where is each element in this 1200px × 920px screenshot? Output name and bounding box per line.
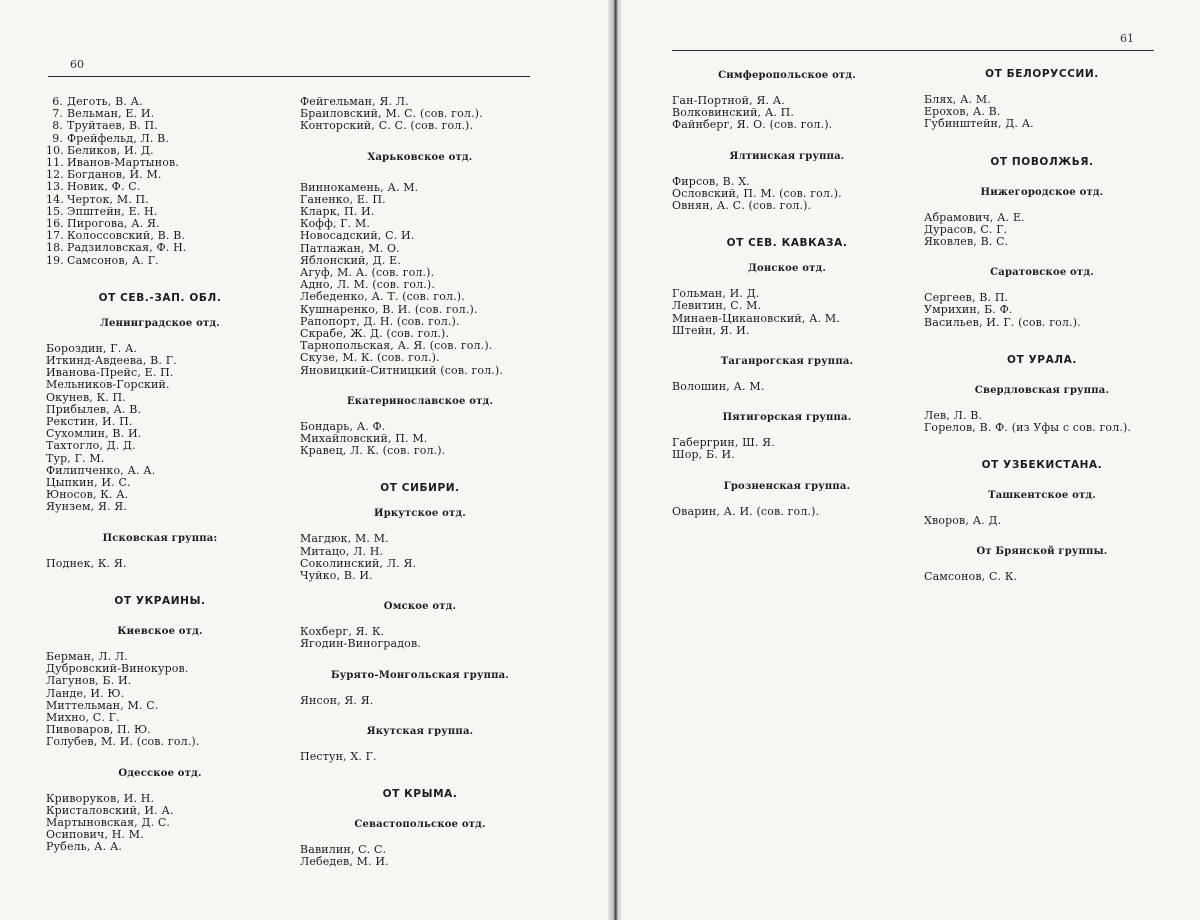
name-entry: Фирсов, В. Х. <box>672 174 750 188</box>
entry-number: 8. <box>52 119 63 133</box>
entry-number: 9. <box>52 131 63 145</box>
name-entry: Патлажан, М. О. <box>300 241 400 255</box>
entry-name: Колоссовский, В. В. <box>67 229 186 243</box>
name-entry: Левитин, С. М. <box>672 299 762 313</box>
entry-number: 14. <box>46 192 64 206</box>
department-heading: Харьковское отд. <box>367 151 473 163</box>
header-rule-right <box>672 50 1154 51</box>
name-entry: Окунев, К. П. <box>46 390 126 404</box>
name-entry: Цыпкин, И. С. <box>46 476 131 490</box>
name-entry: Минаев-Цикановский, А. М. <box>672 311 840 325</box>
page-number-left: 60 <box>70 58 84 71</box>
entry-name: Новик, Ф. С. <box>67 180 141 194</box>
name-entry: Михайловский, П. М. <box>300 432 428 446</box>
name-list <box>672 381 902 393</box>
region-heading: ОТ СЕВ. КАВКАЗА. <box>726 237 848 250</box>
group-heading: Псковская группа: <box>102 532 218 544</box>
group-heading: Грозненская группа. <box>723 480 851 492</box>
book-spine <box>608 0 622 920</box>
name-entry: Новосадский, С. И. <box>300 229 415 243</box>
name-entry: Кохберг, Я. К. <box>300 625 385 639</box>
department-heading: Ленинградское отд. <box>100 317 220 329</box>
name-list <box>672 437 902 461</box>
name-entry: Лагунов, Б. И. <box>46 674 132 688</box>
name-entry: Тур, Г. М. <box>46 451 105 465</box>
name-entry: Волошин, А. М. <box>672 380 765 394</box>
name-entry: Миттельман, М. С. <box>46 698 159 712</box>
name-entry: Лев, Л. В. <box>924 408 983 422</box>
left-column-1 <box>46 96 274 854</box>
name-entry: Волковинский, А. П. <box>672 106 795 120</box>
department-heading: Ташкентское отд. <box>988 490 1096 502</box>
entry-name: Беликов, И. Д. <box>67 143 154 157</box>
name-list <box>672 95 902 132</box>
name-entry: Рубель, А. А. <box>46 840 123 854</box>
entry-number: 6. <box>52 95 63 108</box>
name-entry: Митацо, Л. Н. <box>300 544 384 558</box>
name-entry: Соколинский, Л. Я. <box>300 556 417 570</box>
department-heading: Нижегородское отд. <box>980 186 1104 198</box>
name-entry: Янсон, Я. Я. <box>300 693 374 707</box>
name-list <box>300 182 540 377</box>
name-entry: Берман, Л. Л. <box>46 649 128 663</box>
name-list <box>46 793 274 854</box>
entry-number: 16. <box>46 217 64 231</box>
name-entry: Филипченко, А. А. <box>46 463 156 477</box>
group-heading: Ялтинская группа. <box>729 150 845 162</box>
entry-number: 10. <box>46 143 64 157</box>
entry-number: 13. <box>46 180 64 194</box>
name-entry: Блях, А. М. <box>924 93 991 106</box>
entry-name: Труйтаев, В. П. <box>67 119 158 133</box>
name-entry: Бондарь, А. Ф. <box>300 419 386 433</box>
name-entry <box>46 255 274 267</box>
name-entry: Яковлев, В. С. <box>924 235 1009 249</box>
region-heading: ОТ ПОВОЛЖЬЯ. <box>990 155 1094 168</box>
name-entry: Голубев, М. И. (сов. гол.). <box>46 735 200 749</box>
name-entry: Яновицкий-Ситницкий (сов. гол.). <box>300 363 504 377</box>
name-entry: Файнберг, Я. О. (сов. гол.). <box>672 118 833 132</box>
region-heading: ОТ СИБИРИ. <box>380 482 460 495</box>
entry-number: 7. <box>52 107 63 121</box>
page-number-right: 61 <box>1120 32 1134 45</box>
name-list <box>924 571 1160 583</box>
right-column-1 <box>672 70 902 518</box>
entry-name: Самсонов, А. Г. <box>67 253 159 267</box>
name-list <box>300 844 540 868</box>
name-entry: Ланде, И. Ю. <box>46 686 125 700</box>
name-entry: Криворуков, И. Н. <box>46 791 155 805</box>
entry-name: Иванов-Мартынов. <box>67 156 179 170</box>
name-entry: Яунзем, Я. Я. <box>46 500 127 514</box>
entry-number: 12. <box>46 168 64 182</box>
group-heading: Бурято-Монгольская группа. <box>330 669 510 681</box>
name-entry: Лебеденко, А. Т. (сов. гол.). <box>300 290 465 304</box>
name-list <box>46 558 274 570</box>
group-heading: От Брянской группы. <box>976 546 1108 558</box>
group-heading: Пятигорская группа. <box>722 412 852 424</box>
name-entry: Вавилин, С. С. <box>300 843 387 857</box>
name-entry: Хворов, А. Д. <box>924 514 1002 528</box>
name-entry: Кофф, Г. М. <box>300 217 371 231</box>
region-heading: ОТ УРАЛА. <box>1007 353 1077 366</box>
name-list <box>924 292 1160 329</box>
name-entry: Браиловский, М. С. (сов. гол.). <box>300 107 483 121</box>
name-entry: Иванова-Прейс, Е. П. <box>46 366 174 380</box>
name-list <box>300 626 540 650</box>
entry-name: Богданов, И. М. <box>67 168 162 182</box>
entry-name: Фрейфельд, Л. В. <box>67 131 170 145</box>
department-heading: Одесское отд. <box>118 767 202 779</box>
name-entry: Сергеев, В. П. <box>924 291 1009 305</box>
header-rule-left <box>48 76 530 77</box>
entry-name: Эпштейн, Е. Н. <box>67 204 158 218</box>
name-list <box>300 695 540 707</box>
name-entry: Кравец, Л. К. (сов. гол.). <box>300 444 446 458</box>
right-column-2 <box>924 68 1160 584</box>
name-entry: Тарнопольская, А. Я. (сов. гол.). <box>300 339 493 353</box>
numbered-list <box>46 96 274 267</box>
name-entry: Магдюк, М. М. <box>300 532 389 546</box>
name-entry: Яблонский, Д. Е. <box>300 253 402 267</box>
name-entry: Бороздин, Г. А. <box>46 341 138 355</box>
name-entry: Губинштейн, Д. А. <box>924 117 1034 131</box>
name-entry: Кларк, П. И. <box>300 205 375 219</box>
name-entry: Ословский, П. М. (сов. гол.). <box>672 186 842 200</box>
name-entry: Оварин, А. И. (сов. гол.). <box>672 504 820 518</box>
name-list <box>672 176 902 213</box>
department-heading: Омское отд. <box>383 601 457 613</box>
name-entry: Дубровский-Винокуров. <box>46 662 189 676</box>
region-heading: ОТ КРЫМА. <box>382 788 458 801</box>
entry-name: Деготь, В. А. <box>67 95 143 108</box>
name-entry: Габергрин, Ш. Я. <box>672 436 775 450</box>
name-entry: Мельников-Горский. <box>46 378 170 392</box>
name-entry: Фейгельман, Я. Л. <box>300 95 409 108</box>
name-list <box>300 421 540 458</box>
region-heading: ОТ УЗБЕКИСТАНА. <box>981 459 1103 472</box>
name-entry: Дурасов, С. Г. <box>924 222 1008 236</box>
name-entry: Чуйко, В. И. <box>300 569 373 583</box>
department-heading: Киевское отд. <box>117 625 203 637</box>
name-entry: Тахтогло, Д. Д. <box>46 439 136 453</box>
name-entry: Сухомлин, В. И. <box>46 427 142 441</box>
name-entry: Адно, Л. М. (сов. гол.). <box>300 278 435 292</box>
name-entry: Шор, Б. И. <box>672 448 735 462</box>
group-heading: Таганрогская группа. <box>720 356 854 368</box>
name-list <box>924 212 1160 249</box>
group-heading: Якутская группа. <box>366 725 474 737</box>
region-heading: ОТ УКРАИНЫ. <box>114 594 206 607</box>
name-entry: Абрамович, А. Е. <box>924 210 1025 224</box>
name-entry: Конторский, С. С. (сов. гол.). <box>300 119 474 133</box>
name-entry: Лебедев, М. И. <box>300 855 389 869</box>
left-column-2 <box>300 96 540 869</box>
name-list <box>300 96 540 133</box>
name-list <box>924 410 1160 434</box>
entry-name: Радзиловская, Ф. Н. <box>67 241 187 255</box>
name-entry: Ган-Портной, Я. А. <box>672 94 785 107</box>
department-heading: Донское отд. <box>747 263 827 275</box>
name-entry: Рекстин, И. П. <box>46 415 133 429</box>
group-heading: Свердловская группа. <box>974 384 1110 396</box>
entry-number: 18. <box>46 241 64 255</box>
name-entry: Ерохов, А. В. <box>924 105 1001 119</box>
name-entry: Горелов, В. Ф. (из Уфы с сов. гол.). <box>924 421 1132 435</box>
name-entry: Пивоваров, П. Ю. <box>46 723 151 737</box>
name-entry: Юносов, К. А. <box>46 488 129 502</box>
name-entry: Самсонов, С. К. <box>924 570 1018 584</box>
name-entry: Кушнаренко, В. И. (сов. гол.). <box>300 302 478 316</box>
entry-name: Вельман, Е. И. <box>67 107 155 121</box>
name-entry: Скузе, М. К. (сов. гол.). <box>300 351 440 365</box>
name-entry: Иткинд-Авдеева, В. Г. <box>46 354 177 368</box>
name-entry: Ганенко, Е. П. <box>300 192 386 206</box>
name-entry: Скрабе, Ж. Д. (сов. гол.). <box>300 327 450 341</box>
name-entry: Рапопорт, Д. Н. (сов. гол.). <box>300 314 460 328</box>
department-heading: Севастопольское отд. <box>354 819 486 831</box>
department-heading: Симферопольское отд. <box>718 70 856 81</box>
name-entry: Осипович, Н. М. <box>46 828 144 842</box>
name-entry: Васильев, И. Г. (сов. гол.). <box>924 315 1081 329</box>
department-heading: Екатеринославское отд. <box>346 395 494 407</box>
name-entry: Умрихин, Б. Ф. <box>924 303 1013 317</box>
name-entry: Штейн, Я. И. <box>672 323 750 337</box>
name-entry: Михно, С. Г. <box>46 710 120 724</box>
department-heading: Иркутское отд. <box>374 508 466 520</box>
name-list <box>300 751 540 763</box>
name-entry: Пестун, Х. Г. <box>300 749 377 763</box>
department-heading: Саратовское отд. <box>990 267 1094 279</box>
name-entry: Кристаловский, И. А. <box>46 803 174 817</box>
name-entry: Гольман, И. Д. <box>672 287 760 301</box>
name-entry: Прибылев, А. В. <box>46 402 142 416</box>
name-entry: Виннокамень, А. М. <box>300 180 419 194</box>
name-list <box>300 533 540 582</box>
name-entry: Мартыновская, Д. С. <box>46 815 171 829</box>
name-entry: Ягодин-Виноградов. <box>300 637 421 651</box>
entry-number: 17. <box>46 229 64 243</box>
name-entry: Овнян, А. С. (сов. гол.). <box>672 199 812 213</box>
name-list <box>672 506 902 518</box>
name-list <box>924 94 1160 131</box>
name-list <box>46 651 274 749</box>
region-heading: ОТ СЕВ.-ЗАП. ОБЛ. <box>98 291 222 304</box>
entry-number: 11. <box>46 156 64 170</box>
name-list <box>46 343 274 514</box>
entry-name: Пирогова, А. Я. <box>67 217 160 231</box>
region-heading: ОТ БЕЛОРУССИИ. <box>985 68 1099 80</box>
name-entry: Агуф, М. А. (сов. гол.). <box>300 266 435 280</box>
name-list <box>924 515 1160 527</box>
name-entry: Поднек, К. Я. <box>46 556 127 570</box>
entry-number: 19. <box>46 253 64 267</box>
entry-number: 15. <box>46 204 64 218</box>
name-list <box>672 288 902 337</box>
entry-name: Черток, М. П. <box>67 192 149 206</box>
